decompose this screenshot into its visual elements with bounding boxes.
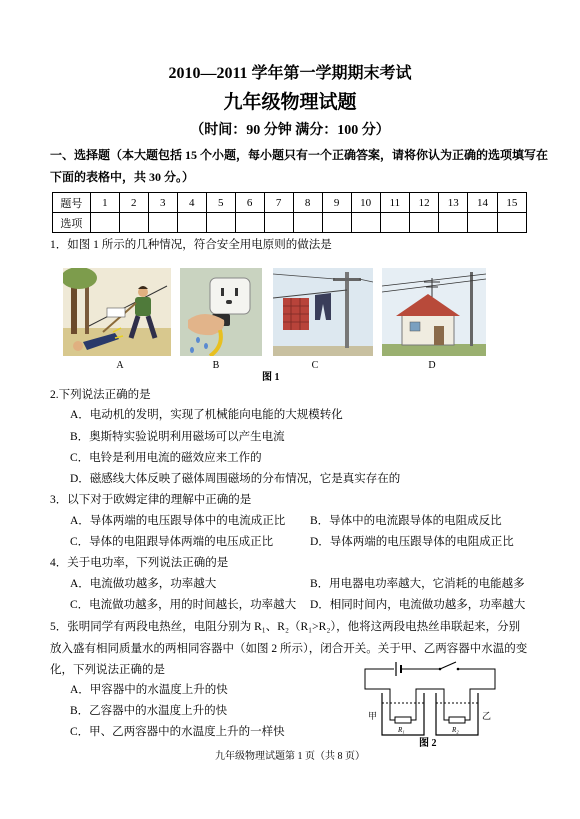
- answer-cell: [468, 213, 497, 233]
- answer-cell: [409, 213, 438, 233]
- question-4-option-a: A．电流做功越多，功率越大: [70, 578, 217, 590]
- question-2-option-b: B．奥斯特实验说明利用磁场可以产生电流: [70, 431, 285, 443]
- question-number-cell: 15: [497, 193, 526, 213]
- resistor-r2-label: R₂: [452, 726, 459, 734]
- question-2-option-c: C．电铃是利用电流的磁效应来工作的: [70, 452, 262, 464]
- question-number-cell: 4: [177, 193, 206, 213]
- number-row-label: 题号: [53, 193, 91, 213]
- question-3-option-b: B．导体中的电流跟导体的电阻成反比: [310, 515, 502, 527]
- option-row-label: 选项: [53, 213, 91, 233]
- figure-1-label-a: A: [116, 360, 124, 371]
- answer-cell: [264, 213, 293, 233]
- resistor-r2: [449, 717, 465, 723]
- section-heading-line-2: 下面的表格中，共 30 分。）: [50, 170, 195, 184]
- answer-table-option-row: [53, 213, 527, 233]
- page-footer: 九年级物理试题第 1 页（共 8 页）: [215, 751, 365, 762]
- answer-cell: [90, 213, 119, 233]
- figure-1-label-b: B: [212, 360, 220, 371]
- figure-1-panel-d-illustration: [382, 268, 486, 356]
- question-3-stem: 3．以下对于欧姆定律的理解中正确的是: [50, 494, 252, 506]
- answer-cell: [380, 213, 409, 233]
- question-2-option-a: A．电动机的发明，实现了机械能向电能的大规模转化: [70, 409, 343, 421]
- circuit-wire: [411, 689, 449, 720]
- figure-1-label-c: C: [311, 360, 319, 371]
- question-3-option-d: D．导体两端的电压跟导体的电阻成正比: [310, 536, 514, 548]
- question-number-cell: 8: [293, 193, 322, 213]
- question-3-option-a: A．导体两端的电压跟导体中的电流成正比: [70, 515, 286, 527]
- answer-cell: [322, 213, 351, 233]
- answer-cell: [293, 213, 322, 233]
- question-number-cell: 14: [468, 193, 497, 213]
- question-4-option-c: C．电流做功越多，用的时间越长，功率越大: [70, 599, 297, 611]
- question-2-stem: 2.下列说法正确的是: [50, 389, 151, 401]
- figure-2-caption: 图 2: [419, 738, 437, 749]
- question-2-option-d: D．磁感线大体反映了磁体周围磁场的分布情况，它是真实存在的: [70, 473, 401, 485]
- figure-1-panel-b-illustration: [180, 268, 262, 356]
- question-number-cell: 7: [264, 193, 293, 213]
- section-heading-line-1: 一、选择题（本大题包括 15 个小题，每小题只有一个正确答案，请将你认为正确的选项填写在: [50, 148, 549, 162]
- question-5-stem-line-1: 5．张明同学有两段电热丝，电阻分别为 R₁、R₂（R₁>R₂），他将这两段电热丝串联起来，分别: [50, 621, 521, 633]
- question-number-cell: 1: [90, 193, 119, 213]
- figure-1-caption: 图 1: [262, 372, 280, 383]
- answer-cell: [497, 213, 526, 233]
- question-5-stem-line-3: 化，下列说法正确的是: [50, 664, 165, 676]
- exam-title: 2010—2011 学年第一学期期末考试: [168, 65, 412, 82]
- question-number-cell: 13: [439, 193, 468, 213]
- question-number-cell: 3: [148, 193, 177, 213]
- figure-1-panel-a-illustration: [63, 268, 171, 356]
- answer-cell: [148, 213, 177, 233]
- question-5-option-a: A．甲容器中的水温度上升的快: [70, 684, 228, 696]
- exam-subtitle: 九年级物理试题: [223, 92, 357, 113]
- answer-table-number-row: [53, 193, 527, 213]
- question-number-cell: 6: [235, 193, 264, 213]
- left-container-label: 甲: [368, 711, 378, 721]
- figure-1-panel-c-illustration: [273, 268, 373, 356]
- answer-table: [52, 192, 527, 233]
- question-4-option-b: B．用电器电功率越大，它消耗的电能越多: [310, 578, 525, 590]
- switch-blade: [440, 662, 456, 669]
- answer-cell: [119, 213, 148, 233]
- question-3-option-c: C．导体的电阻跟导体两端的电压成正比: [70, 536, 274, 548]
- answer-cell: [439, 213, 468, 233]
- figure-1-label-d: D: [428, 360, 436, 371]
- question-number-cell: 10: [351, 193, 380, 213]
- resistor-r1-label: R₁: [398, 726, 405, 734]
- question-number-cell: 2: [119, 193, 148, 213]
- question-number-cell: 12: [409, 193, 438, 213]
- answer-cell: [351, 213, 380, 233]
- switch-contact: [457, 668, 460, 671]
- resistor-r1: [395, 717, 411, 723]
- answer-cell: [235, 213, 264, 233]
- question-1-stem: 1．如图 1 所示的几种情况，符合安全用电原则的做法是: [50, 239, 332, 251]
- question-number-cell: 9: [322, 193, 351, 213]
- question-5-stem-line-2: 放入盛有相同质量水的两相同容器中（如图 2 所示），闭合开关。关于甲、乙两容器中水温的变: [50, 643, 528, 655]
- question-number-cell: 11: [380, 193, 409, 213]
- figure-2-circuit-diagram: [360, 655, 500, 739]
- question-4-option-d: D．相同时间内，电流做功越多，功率越大: [310, 599, 526, 611]
- answer-cell: [177, 213, 206, 233]
- answer-cell: [206, 213, 235, 233]
- switch-pivot: [439, 668, 442, 671]
- question-number-cell: 5: [206, 193, 235, 213]
- question-5-option-b: B．乙容器中的水温度上升的快: [70, 705, 228, 717]
- exam-time-score-info: （时间：90 分钟 满分：100 分）: [190, 123, 390, 138]
- right-container-label: 乙: [482, 711, 492, 721]
- question-4-stem: 4．关于电功率，下列说法正确的是: [50, 557, 229, 569]
- question-5-option-c: C．甲、乙两容器中的水温度上升的一样快: [70, 726, 285, 738]
